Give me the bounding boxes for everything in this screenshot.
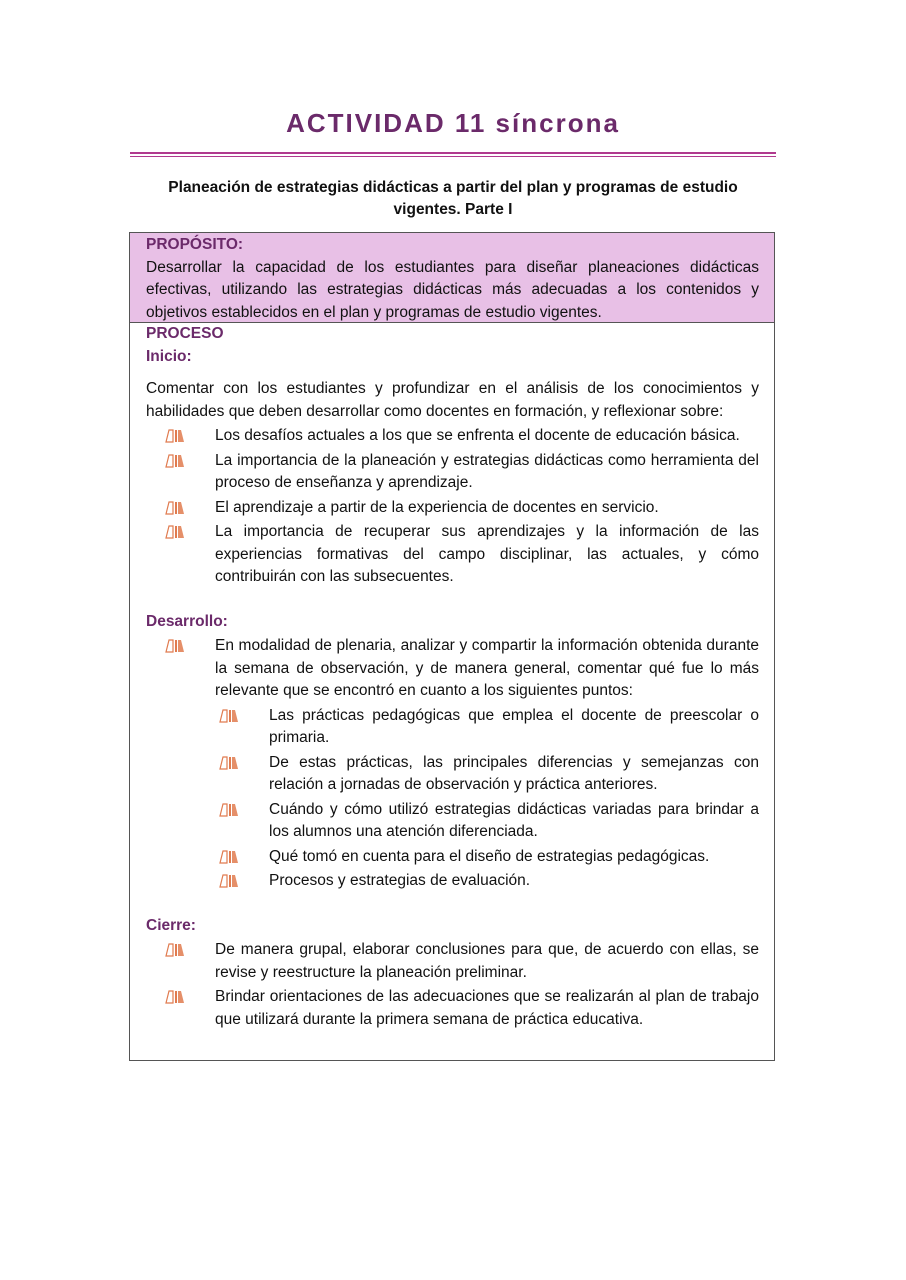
subtitle [140, 177, 766, 221]
book-bullet-icon [165, 524, 185, 538]
desarrollo-label: Desarrollo: [146, 612, 228, 630]
book-bullet-icon [165, 428, 185, 442]
purpose-text: Desarrollar la capacidad de los estudiantes para diseñar planeaciones didácticas efectivas, utilizando las estrategias didácticas más adecuadas a los contenidos y objetivos establecidos en el plan y programas de estudio vigentes. [146, 258, 759, 321]
list-item: Brindar orientaciones de las adecuaciones que se realizarán al plan de trabajo que utilizará durante la primera semana de práctica educativa. [146, 986, 759, 1031]
list-item: Los desafíos actuales a los que se enfrenta el docente de educación básica. [146, 425, 759, 448]
page-title: ACTIVIDAD 11 síncrona [286, 108, 620, 138]
title-rule [130, 152, 776, 154]
list-item: La importancia de la planeación y estrategias didácticas como herramienta del proceso de enseñanza y aprendizaje. [146, 450, 759, 495]
book-bullet-icon [165, 638, 185, 652]
book-bullet-icon [219, 873, 239, 887]
book-bullet-icon [165, 500, 185, 514]
sub-list-item: Cuándo y cómo utilizó estrategias didácticas variadas para brindar a los alumnos una atención diferenciada. [146, 799, 759, 844]
book-bullet-icon [219, 849, 239, 863]
book-bullet-icon [219, 802, 239, 816]
process-section [130, 323, 774, 1031]
book-bullet-icon [165, 942, 185, 956]
book-bullet-icon [219, 708, 239, 722]
list-item: La importancia de recuperar sus aprendizajes y la información de las experiencias formativas del campo disciplinar, las actuales, y cómo contribuirán con las subsecuentes. [146, 521, 759, 589]
list-item: En modalidad de plenaria, analizar y compartir la información obtenida durante la semana de observación, y de manera general, comentar qué fue lo más relevante que se encontró en cuanto a los siguientes puntos: [146, 635, 759, 703]
sub-list-item: Las prácticas pedagógicas que emplea el docente de preescolar o primaria. [146, 705, 759, 750]
cierre-label: Cierre: [146, 916, 196, 934]
inicio-label: Inicio: [146, 347, 192, 365]
list-item: De manera grupal, elaborar conclusiones para que, de acuerdo con ellas, se revise y reestructure la planeación preliminar. [146, 939, 759, 984]
purpose-section [130, 233, 774, 323]
inicio-intro: Comentar con los estudiantes y profundizar en el análisis de los conocimientos y habilidades que deben desarrollar como docentes en formación, y reflexionar sobre: [146, 380, 759, 420]
sub-list-item: Procesos y estrategias de evaluación. [146, 870, 759, 893]
process-label: PROCESO [146, 325, 224, 342]
sub-list-item: De estas prácticas, las principales diferencias y semejanzas con relación a jornadas de observación y práctica anteriores. [146, 752, 759, 797]
subtitle-line-1: Planeación de estrategias didácticas a partir del plan y programas de estudio [168, 179, 738, 196]
subtitle-line-2: vigentes. Parte I [393, 201, 513, 218]
purpose-label: PROPÓSITO: [146, 236, 244, 253]
list-item: El aprendizaje a partir de la experiencia de docentes en servicio. [146, 497, 759, 520]
book-bullet-icon [219, 755, 239, 769]
book-bullet-icon [165, 453, 185, 467]
title-rule-thin [130, 156, 776, 157]
activity-box [129, 232, 775, 1061]
sub-list-item: Qué tomó en cuenta para el diseño de estrategias pedagógicas. [146, 846, 759, 869]
book-bullet-icon [165, 989, 185, 1003]
